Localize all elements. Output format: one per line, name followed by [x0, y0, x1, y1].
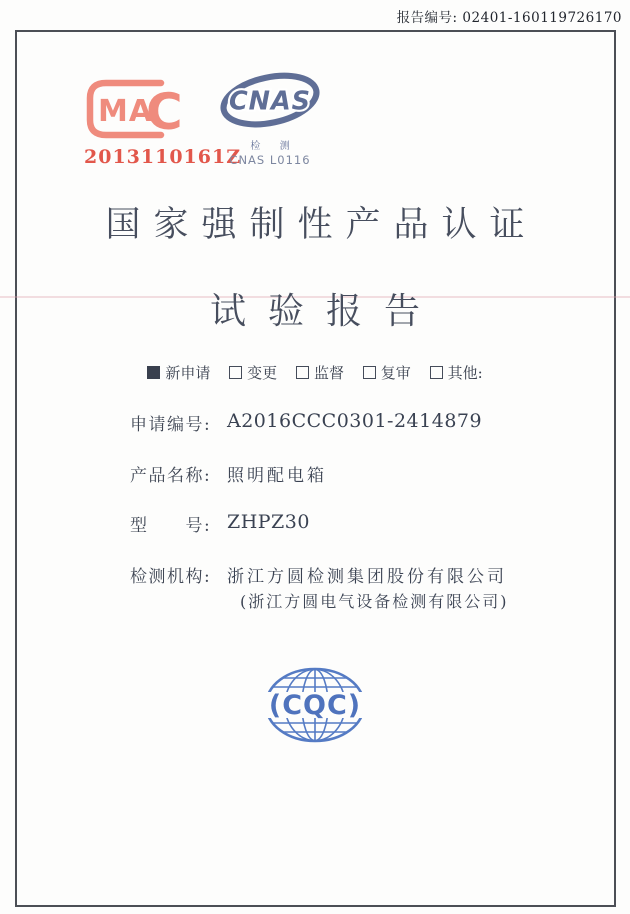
report-number-label: 报告编号:	[396, 10, 458, 26]
option-change	[229, 364, 277, 382]
field-product-name	[0, 461, 630, 487]
checkbox-empty-icon	[363, 366, 376, 379]
field-value: A2016CCC0301-2414879	[227, 410, 483, 432]
cma-mark-icon	[84, 78, 186, 140]
cma-letters: MA	[98, 94, 154, 129]
cqc-logo	[263, 666, 367, 744]
option-label: 监督	[313, 364, 344, 382]
cnas-accreditation-code: CNAS L0116	[229, 153, 311, 167]
cnas-caption-chinese: 检 测	[250, 141, 298, 152]
cma-certificate-number: 2013110161Z	[84, 146, 242, 168]
option-supervision	[296, 364, 344, 382]
field-test-organization	[0, 562, 630, 588]
checkbox-empty-icon	[229, 366, 242, 379]
checkbox-checked-icon	[147, 366, 160, 379]
report-number-value: 02401-160119726170	[462, 10, 622, 26]
field-test-organization-line2: (浙江方圆电气设备检测有限公司)	[240, 592, 509, 611]
option-other	[430, 364, 483, 382]
field-value: 浙江方圆检测集团股份有限公司	[227, 567, 507, 587]
field-label: 型 号:	[130, 516, 212, 536]
application-type-row	[0, 362, 630, 383]
field-label: 检测机构:	[130, 567, 212, 587]
option-label: 新申请	[165, 364, 211, 382]
report-number-line	[397, 6, 622, 26]
field-value: 照明配电箱	[227, 466, 327, 486]
field-label: 产品名称:	[130, 466, 212, 486]
option-label: 变更	[247, 364, 278, 382]
option-review	[363, 364, 411, 382]
field-label: 申请编号:	[130, 415, 212, 435]
field-value: ZHPZ30	[227, 511, 310, 533]
cma-logo	[84, 78, 242, 168]
cqc-letters: (CQC)	[268, 690, 362, 721]
document-title-line1: 国家强制性产品认证	[105, 205, 538, 245]
field-model	[0, 511, 630, 537]
cnas-logo	[216, 70, 324, 167]
option-new-application	[147, 364, 210, 382]
document-title-line2: 试验报告	[209, 291, 442, 332]
option-label: 其他:	[447, 364, 483, 382]
checkbox-empty-icon	[296, 366, 309, 379]
cnas-mark-icon	[218, 70, 322, 132]
cma-c-letter: C	[146, 83, 183, 140]
cnas-letters: CNAS	[229, 86, 311, 117]
field-application-number	[0, 410, 630, 436]
option-label: 复审	[380, 364, 411, 382]
checkbox-empty-icon	[430, 366, 443, 379]
